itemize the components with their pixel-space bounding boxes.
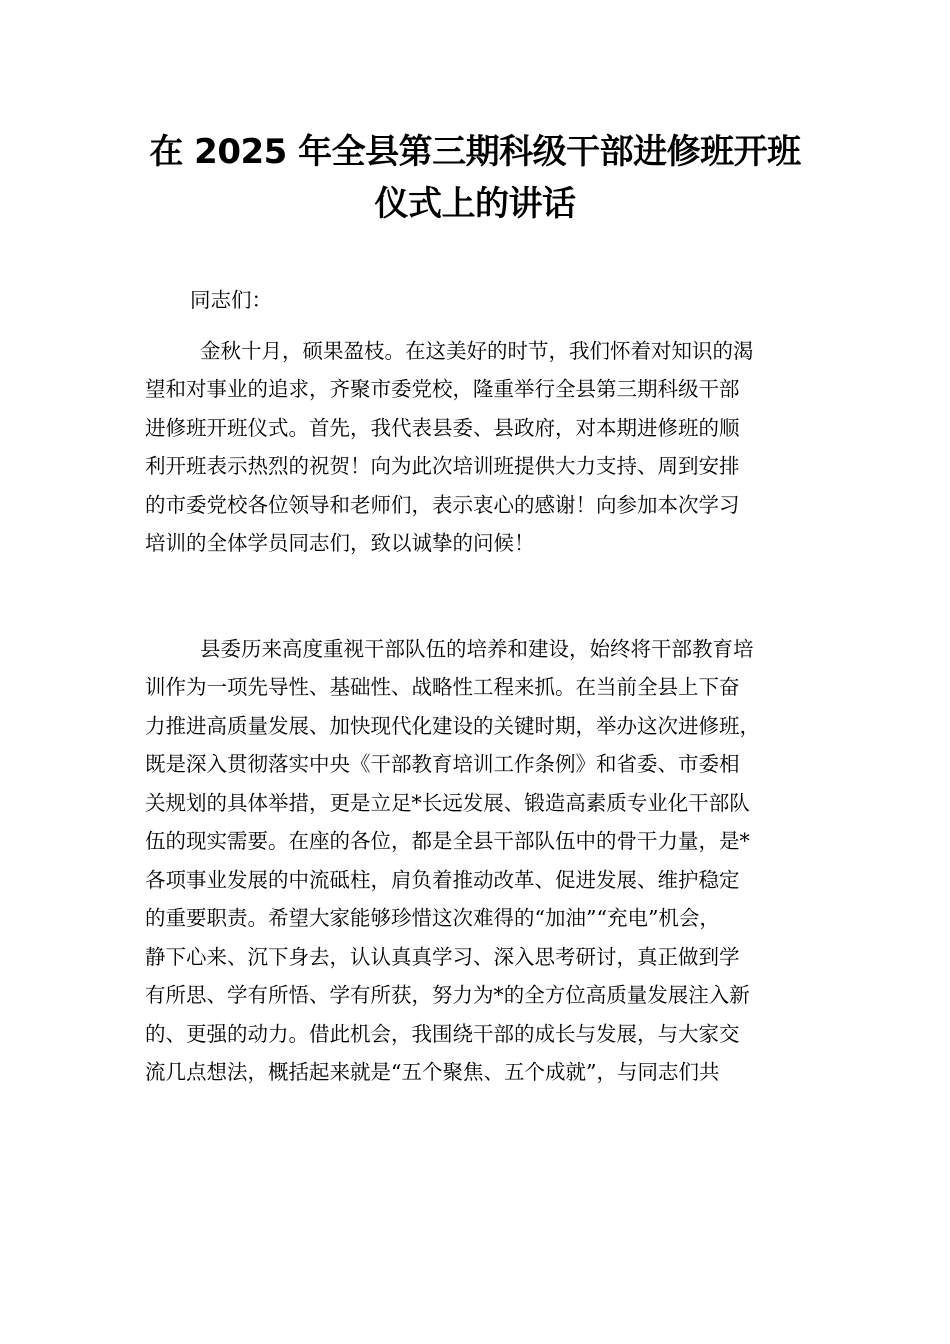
document-title	[130, 126, 820, 230]
body-line: 利开班表示热烈的祝贺！向为此次培训班提供大力支持、周到安排	[145, 454, 740, 478]
body-line: 静下心来、沉下身去，认认真真学习、深入思考研讨，真正做到学	[145, 945, 740, 969]
body-line: 既是深入贯彻落实中央《干部教育培训工作条例》和省委、市委相	[145, 752, 740, 776]
salutation: 同志们：	[190, 288, 272, 312]
title-line-1: 在 2025 年全县第三期科级干部进修班开班	[149, 132, 801, 172]
body-line: 流几点想法，概括起来就是“五个聚焦、五个成就”，与同志们共	[145, 1060, 720, 1084]
body-line: 各项事业发展的中流砥柱，肩负着推动改革、促进发展、维护稳定	[145, 868, 740, 892]
body-line: 的重要职责。希望大家能够珍惜这次难得的“加油”“充电”机会，	[145, 906, 720, 930]
body-line: 进修班开班仪式。首先，我代表县委、县政府，对本期进修班的顺	[145, 416, 740, 440]
body-line: 训作为一项先导性、基础性、战略性工程来抓。在当前全县上下奋	[145, 675, 740, 699]
body-line: 关规划的具体举措，更是立足*长远发展、锻造高素质专业化干部队	[145, 791, 750, 815]
body-line: 培训的全体学员同志们，致以诚挚的问候！	[145, 531, 535, 555]
body-line: 的、更强的动力。借此机会，我围绕干部的成长与发展，与大家交	[145, 1022, 740, 1046]
body-line: 的市委党校各位领导和老师们，表示衷心的感谢！向参加本次学习	[145, 493, 740, 517]
body-line: 望和对事业的追求，齐聚市委党校，隆重举行全县第三期科级干部	[145, 377, 740, 401]
title-line-2: 仪式上的讲话	[374, 184, 576, 224]
body-line: 有所思、学有所悟、学有所获，努力为*的全方位高质量发展注入新	[145, 983, 750, 1007]
body-line: 力推进高质量发展、加快现代化建设的关键时期，举办这次进修班，	[145, 714, 760, 738]
body-line: 金秋十月，硕果盈枝。在这美好的时节，我们怀着对知识的渴	[200, 339, 754, 363]
body-line: 伍的现实需要。在座的各位，都是全县干部队伍中的骨干力量，是*	[145, 829, 750, 853]
body-line: 县委历来高度重视干部队伍的培养和建设，始终将干部教育培	[200, 637, 754, 661]
